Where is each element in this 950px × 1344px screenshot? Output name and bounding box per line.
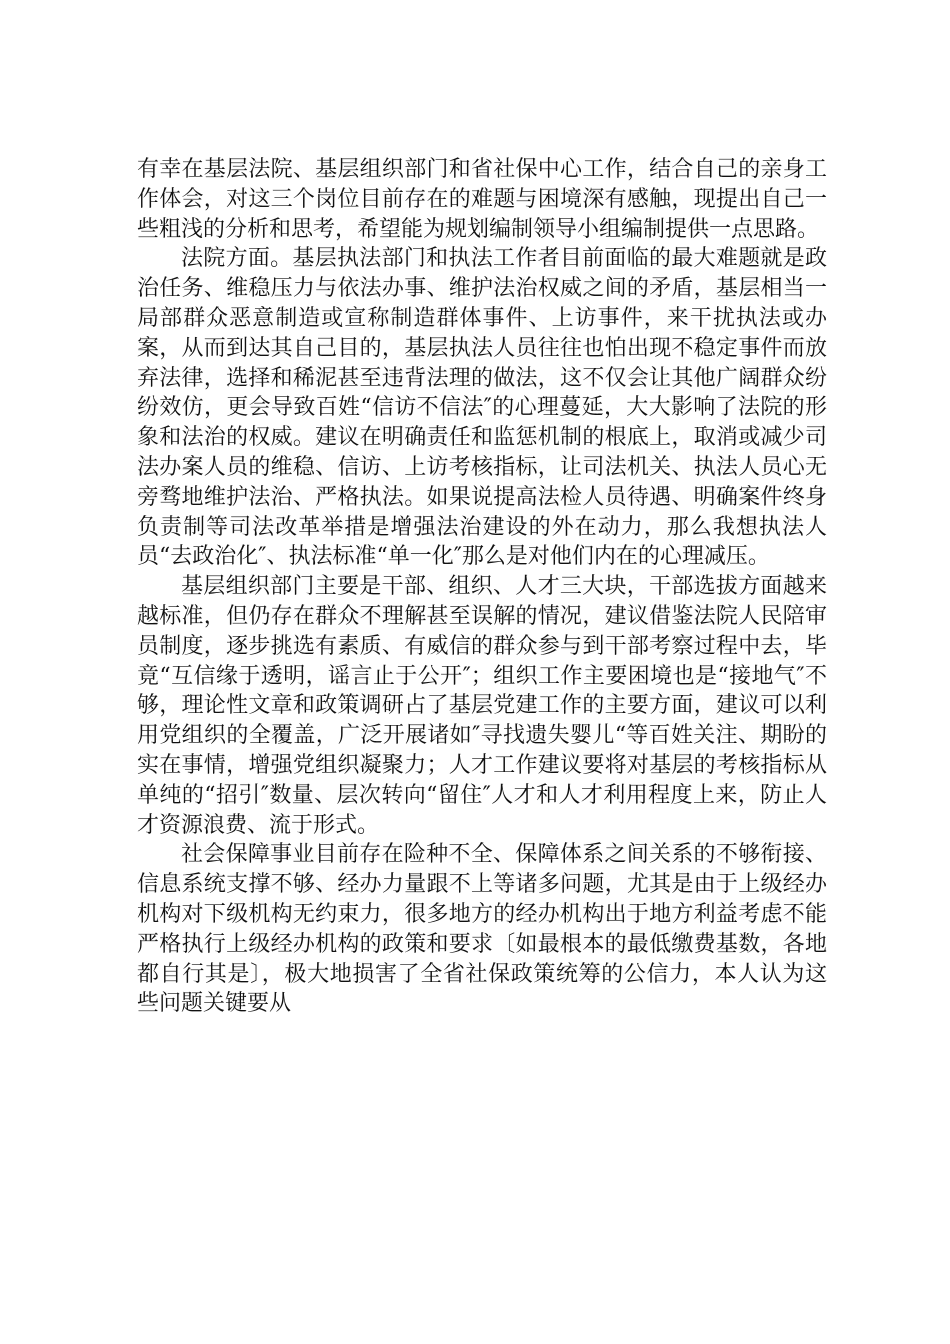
document-page bbox=[137, 155, 827, 1019]
paragraph-organization: 基层组织部门主要是干部、组织、人才三大块，干部选拔方面越来越标准，但仍存在群众不理解甚至误解的情况，建议借鉴法院人民陪审员制度，逐步挑选有素质、有威信的群众参与到干部考察过程中去，毕竟“互信缘于透明，谣言止于公开″；组织工作主要困境也是“接地气″不够，理论性文章和政策调研占了基层党建工作的主要方面，建议可以利用党组织的全覆盖，广泛开展诸如″寻找遗失婴儿“等百姓关注、期盼的实在事情，增强党组织凝聚力；人才工作建议要将对基层的考核指标从单纯的“招引″数量、层次转向“留住″人才和人才利用程度上来，防止人才资源浪费、流于形式。 bbox=[137, 574, 827, 838]
paragraph-intro: 有幸在基层法院、基层组织部门和省社保中心工作，结合自己的亲身工作体会，对这三个岗位目前存在的难题与困境深有感触，现提出自己一些粗浅的分析和思考，希望能为规划编制领导小组编制提供一点思路。 bbox=[137, 157, 827, 242]
paragraph-social-security: 社会保障事业目前存在险种不全、保障体系之间关系的不够衔接、信息系统支撑不够、经办力量跟不上等诸多问题，尤其是由于上级经办机构对下级机构无约束力，很多地方的经办机构出于地方利益考虑不能严格执行上级经办机构的政策和要求〔如最根本的最低缴费基数，各地都自行其是〕，极大地损害了全省社保政策统筹的公信力，本人认为这些问题关键要从 bbox=[137, 842, 827, 1017]
paragraph-court: 法院方面。基层执法部门和执法工作者目前面临的最大难题就是政治任务、维稳压力与依法办事、维护法治权威之间的矛盾，基层相当一局部群众恶意制造或宣称制造群体事件、上访事件，来干扰执法或办案，从而到达其自己目的，基层执法人员往往也怕出现不稳定事件而放弃法律，选择和稀泥甚至违背法理的做法，这不仅会让其他广阔群众纷纷效仿，更会导致百姓“信访不信法″的心理蔓延，大大影响了法院的形象和法治的权威。建议在明确责任和监惩机制的根底上，取消或减少司法办案人员的维稳、信访、上访考核指标，让司法机关、执法人员心无旁骛地维护法治、严格执法。如果说提高法检人员待遇、明确案件终身负责制等司法改革举措是增强法治建设的外在动力，那么我想执法人员“去政治化″、执法标准“单一化″那么是对他们内在的心理减压。 bbox=[137, 246, 827, 570]
